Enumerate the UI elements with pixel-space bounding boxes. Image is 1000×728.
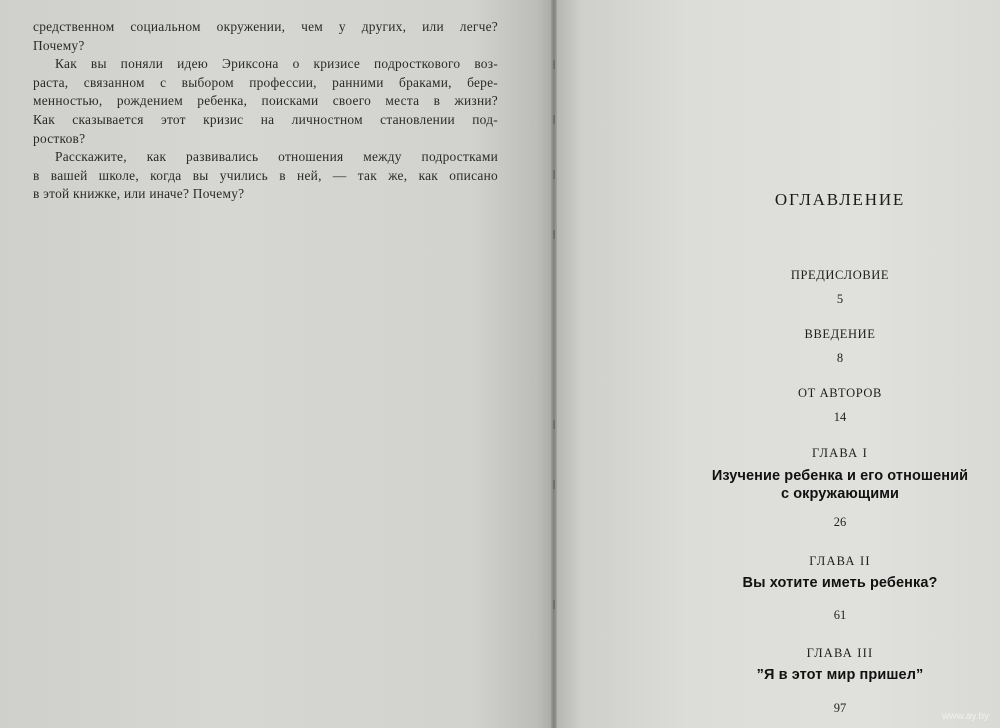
- binding-stitch: [553, 115, 555, 124]
- toc-chapter3-title: ”Я в этот мир пришел”: [756, 667, 924, 683]
- binding-stitch: [553, 230, 555, 239]
- toc-chapter1-title-line2: с окружающими: [780, 486, 900, 502]
- watermark: www.ay.by: [942, 711, 990, 722]
- text-line: ростков?: [33, 130, 86, 146]
- text-line: средственном социальном окружении, чем у других, или легче?: [33, 19, 498, 34]
- book-gutter: [551, 0, 557, 728]
- toc-chapter1-label: ГЛАВА I: [811, 446, 869, 460]
- binding-stitch: [553, 420, 555, 429]
- text-line: Как сказывается этот кризис на личностном становлении под-: [33, 111, 498, 127]
- toc-chapter2-page: 61: [833, 608, 847, 622]
- toc-preface-page: 5: [836, 292, 844, 306]
- text-line: Как вы поняли идею Эриксона о кризисе подросткового воз-: [55, 56, 498, 72]
- binding-stitch: [553, 600, 555, 609]
- toc-authors-page: 14: [833, 410, 847, 424]
- toc-authors-label: ОТ АВТОРОВ: [798, 386, 882, 400]
- binding-stitch: [553, 60, 555, 69]
- binding-stitch: [553, 170, 555, 179]
- text-line: раста, связанном с выбором профессии, ранними браками, бере-: [33, 74, 498, 90]
- text-line: в этой книжке, или иначе? Почему?: [33, 186, 245, 202]
- toc-chapter1-page: 26: [833, 515, 847, 529]
- toc-preface-label: ПРЕДИСЛОВИЕ: [790, 268, 890, 282]
- toc-title: ОГЛАВЛЕНИЕ: [774, 190, 906, 209]
- text-line: Расскажите, как развивались отношения между подростками: [55, 149, 498, 165]
- toc-intro-label: ВВЕДЕНИЕ: [804, 327, 876, 341]
- toc-chapter2-title: Вы хотите иметь ребенка?: [742, 575, 938, 591]
- toc-chapter3-label: ГЛАВА III: [806, 646, 874, 660]
- toc-chapter2-label: ГЛАВА II: [809, 554, 871, 568]
- left-page-text: [33, 18, 498, 204]
- text-line: Почему?: [33, 37, 85, 53]
- toc-chapter3-page: 97: [833, 701, 847, 715]
- text-line: в вашей школе, когда вы учились в ней, — так же, как описано: [33, 167, 498, 183]
- toc-chapter1-title-line1: Изучение ребенка и его отношений: [711, 468, 969, 484]
- toc-intro-page: 8: [836, 351, 844, 365]
- binding-stitch: [553, 480, 555, 489]
- text-line: менностью, рождением ребенка, поисками своего места в жизни?: [33, 93, 498, 109]
